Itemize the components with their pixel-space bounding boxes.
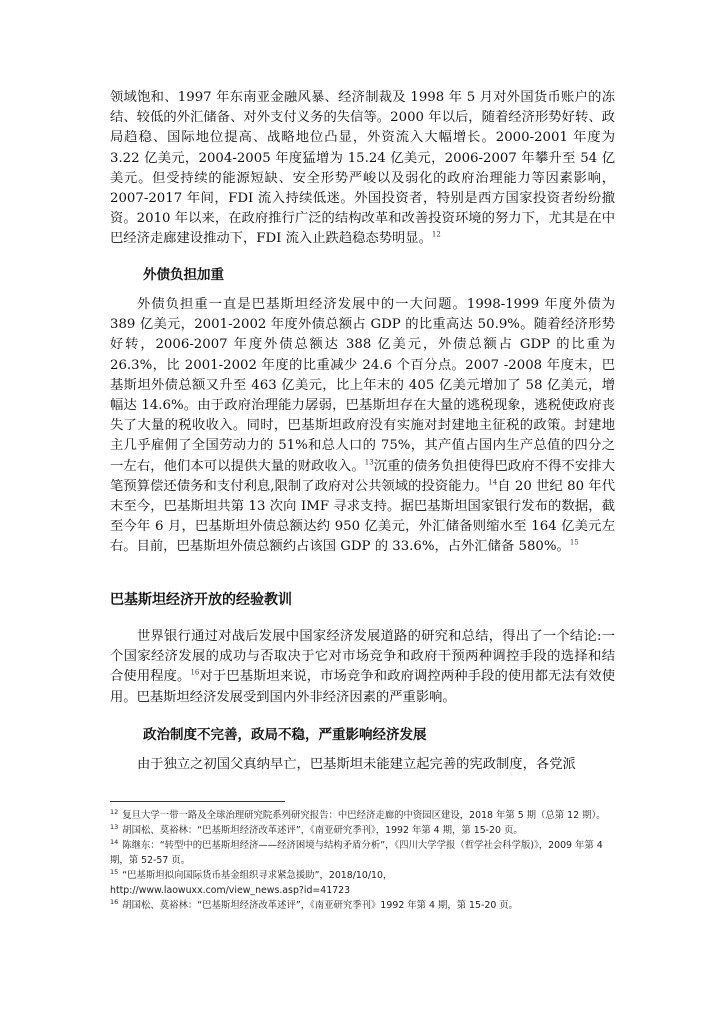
footnote [110,868,620,898]
footnote [110,808,620,823]
paragraph-text: 外债负担重一直是巴基斯坦经济发展中的一大问题。1998-1999 年度外债为 389 亿美元，2001-2002 年度外债总额占 GDP 的比重高达 50.9%。随着经济形势好转，2006-2007 年度外债总额达 388 亿美元，外债总额占 GDP 的比重为 26.3%，比 2001-2002 年度的比重减少 24.6 个百分点。2007 -2008 年度末，巴基斯坦外债总额又升至 463 亿美元，比上年末的 405 亿美元增加了 58 亿美元，增幅达 14.6%。由于政府治理能力孱弱，巴基斯坦存在大量的逃税现象，逃税使政府丧失了大量的税收收入。同时，巴基斯坦政府没有实施对封建地主征税的政策。封建地主几乎雇佣了全国劳动力的 51%和总人口的 75%，其产值占国内生产总值的四分之一左右，他们本可以提供大量的财政收入。 [110,297,615,474]
footnote [110,898,620,913]
footnote [110,823,620,838]
footnote-separator [110,801,285,802]
footnote-ref: 12 [431,231,441,239]
paragraph-text: 自 20 世纪 80 年代末至今，巴基斯坦共第 13 次向 IMF 寻求支持。据巴基斯坦国家银行发布的数据，截至今年 6 月，巴基斯坦外债总额达约 950 亿美元，外汇储备则缩水至 164 亿美元左右。目前，巴基斯坦外债总额约占该国 GDP 的 33.6%，占外汇储备 580%。 [110,478,615,555]
footnote-text: 陈继东：“转型中的巴基斯坦经济——经济困境与结构矛盾分析”，《四川大学学报（哲学社会科学版)》，2009 年第 4 期，第 52-57 页。 [110,840,603,866]
footnote-ref: 16 [190,668,200,677]
footnote-ref: 15 [569,539,579,548]
body-paragraph [110,627,615,708]
footnote-text: 胡国松、莫裕林：“巴基斯坦经济改革述评”，《南亚研究季刊》1992 年第 4 期，第 15-20 页。 [122,900,519,911]
footnotes [110,808,620,913]
footnote-number: 15 [110,867,119,876]
footnote [110,838,620,868]
chapter-heading: 巴基斯坦经济开放的经验教训 [110,592,292,608]
footnote-number: 13 [110,822,119,831]
footnote-text: 复旦大学一带一路及全球治理研究院系列研究报告：中巴经济走廊的中资园区建设，2018 年第 5 期（总第 12 期）。 [122,810,606,821]
footnote-text: 胡国松、莫裕林：“巴基斯坦经济改革述评”，《南亚研究季刊》，1992 年第 4 期，第 15-20 页。 [122,825,523,836]
paragraph-text: 沉重的债务负担使得巴政府不得不安排大笔预算偿还债务和支付利息,限制了政府对公共领域的投资能力。 [110,458,616,494]
section-heading: 外债负担加重 [143,267,224,283]
paragraph-text: 世界银行通过对战后发展中国家经济发展道路的研究和总结，得出了一个结论:一个国家经济发展的成功与否取决于它对市场竞争和政府干预两种调控手段的选择和结合使用程度。 [110,629,615,685]
footnote-number: 16 [110,897,119,906]
paragraph-text: 对于巴基斯坦来说，市场竞争和政府调控两种手段的使用都无法有效使用。巴基斯坦经济发展受到国内外非经济因素的严重影响。 [110,669,616,705]
footnote-url[interactable]: http://www.laowuxx.com/view_news.asp?id=41723 [110,885,351,896]
body-paragraph [110,295,615,558]
body-paragraph: 由于独立之初国父真纳早亡，巴基斯坦未能建立起完善的宪政制度，各党派 [137,757,576,772]
body-paragraph [110,88,615,250]
paragraph-text: 领域饱和、1997 年东南亚金融风暴、经济制裁及 1998 年 5 月对外国货币账户的冻结、较低的外汇储备、对外支付义务的失信等。2000 年以后，随着经济形势好转、政局趋稳、国际地位提高、战略地位凸显，外资流入大幅增长。2000-2001 年度为 3.22 亿美元，2004-2005 年度猛增为 15.24 亿美元，2006-2007 年攀升至 54 亿美元。但受持续的能源短缺、安全形势严峻以及弱化的政府治理能力等因素影响，2007-2017 年间，FDI 流入持续低迷。外国投资者，特别是西方国家投资者纷纷撤资。2010 年以来，在政府推行广泛的结构改革和改善投资环境的努力下，尤其是在中巴经济走廊建设推动下，FDI 流入止跌趋稳态势明显。 [110,90,615,247]
footnote-ref: 13 [364,458,374,467]
footnote-number: 12 [110,807,119,816]
footnote-text: “巴基斯坦拟向国际货币基金组织寻求紧急援助”，2018/10/10， [122,870,393,881]
footnote-ref: 14 [488,478,498,487]
footnote-number: 14 [110,837,119,846]
section-heading: 政治制度不完善，政局不稳，严重影响经济发展 [143,727,427,743]
